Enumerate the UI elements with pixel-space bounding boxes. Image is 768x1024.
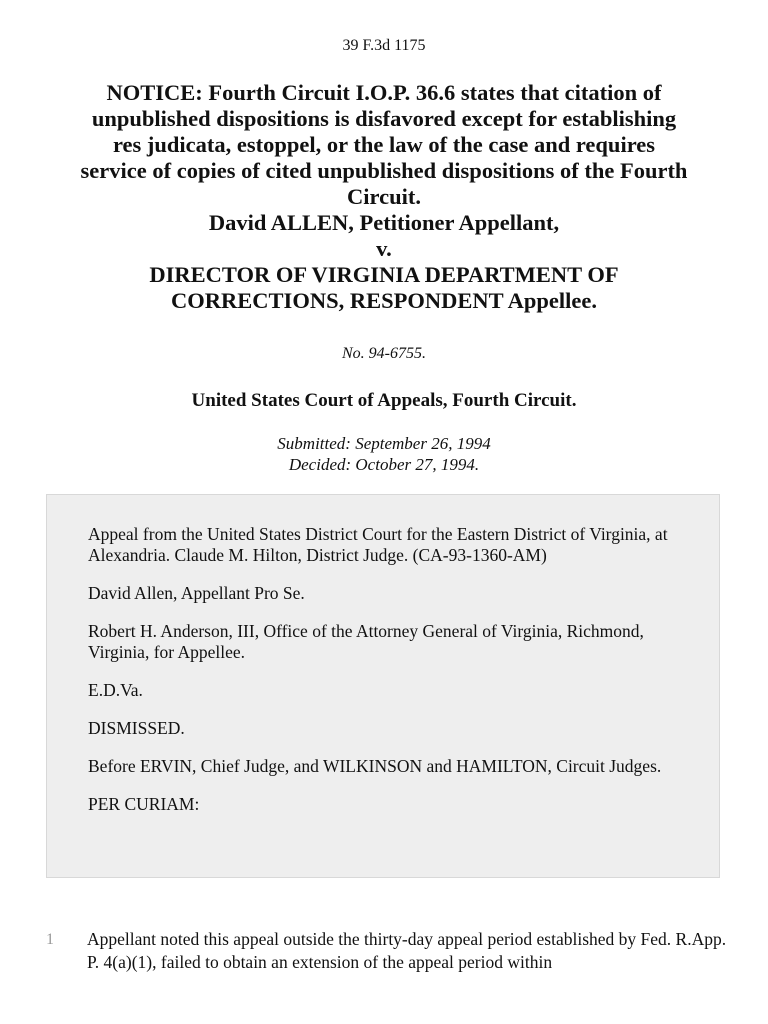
district-label: E.D.Va.: [88, 680, 143, 700]
case-info-box: [46, 494, 720, 878]
case-info-content: [88, 524, 688, 832]
notice-line: unpublished dispositions is disfavored except for establishing: [91, 106, 677, 131]
appellee-counsel: Robert H. Anderson, III, Office of the Attorney General of Virginia, Richmond, Virginia, for Appellee.: [88, 621, 644, 662]
panel-judges: Before ERVIN, Chief Judge, and WILKINSON and HAMILTON, Circuit Judges.: [88, 756, 662, 776]
appeal-from: Appeal from the United States District Court for the Eastern District of Virginia, at Alexandria. Claude M. Hilton, District Judge. (CA-93-1360-AM): [88, 524, 668, 565]
submitted-date: Submitted: September 26, 1994: [277, 434, 491, 453]
appellant-counsel: David Allen, Appellant Pro Se.: [88, 583, 305, 603]
decided-date: Decided: October 27, 1994.: [288, 455, 480, 474]
notice-line: NOTICE: Fourth Circuit I.O.P. 36.6 states that citation of: [106, 80, 662, 105]
paragraph-number: 1: [46, 931, 54, 948]
per-curiam: PER CURIAM:: [88, 794, 200, 814]
case-caption: [40, 80, 728, 314]
docket-number: No. 94-6755.: [342, 345, 426, 362]
notice-line: res judicata, estoppel, or the law of the case and requires: [112, 132, 656, 157]
appellee-name: CORRECTIONS, RESPONDENT Appellee.: [171, 288, 597, 313]
case-dates: [0, 433, 768, 475]
disposition: DISMISSED.: [88, 718, 185, 738]
court-name: United States Court of Appeals, Fourth Circuit.: [191, 390, 577, 411]
appellant-name: David ALLEN, Petitioner Appellant,: [208, 210, 560, 235]
notice-line: Circuit.: [347, 184, 421, 209]
versus-label: v.: [376, 236, 392, 261]
notice-line: service of copies of cited unpublished dispositions of the Fourth: [80, 158, 688, 183]
paragraph-text: Appellant noted this appeal outside the thirty-day appeal period established by Fed. R.App. P. 4(a)(1), failed to obtain an extension of the appeal period within: [87, 929, 727, 972]
case-citation: 39 F.3d 1175: [342, 37, 426, 54]
appellee-name: DIRECTOR OF VIRGINIA DEPARTMENT OF: [149, 262, 619, 287]
